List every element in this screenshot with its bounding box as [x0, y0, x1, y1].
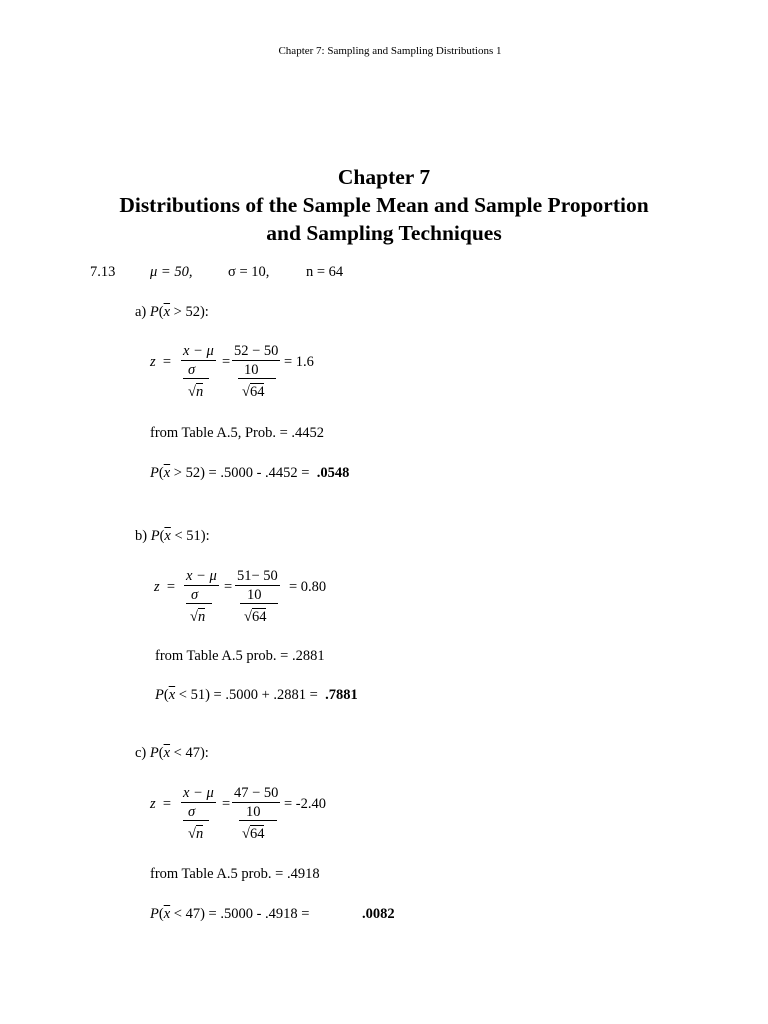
- page-header: Chapter 7: Sampling and Sampling Distributions 1: [278, 45, 502, 57]
- given-n: n = 64: [306, 264, 344, 280]
- chapter-subtitle-line2: and Sampling Techniques: [266, 221, 502, 245]
- chapter-subtitle: Distributions of the Sample Mean and Sample Proportion: [119, 193, 649, 217]
- part-b-answer: .7881: [325, 687, 358, 703]
- given-mu: μ = 50,: [150, 264, 193, 280]
- part-b-table: from Table A.5 prob. = .2881: [155, 648, 325, 664]
- part-a-label: a) $P(\overline{x} > 52)$:: [135, 304, 209, 320]
- part-a-final: $P(\overline{x} > 52) = .5000 - .4452 = .0548$: [150, 465, 350, 481]
- chapter-title: Chapter 7: [337, 165, 431, 189]
- problem-number: 7.13: [90, 264, 116, 280]
- part-c-answer: .0082: [362, 906, 395, 922]
- part-b-final: $P(\overline{x} < 51) = .5000 + .2881 = .7881$: [155, 687, 358, 703]
- given-sigma: σ = 10,: [228, 264, 270, 280]
- part-c-final: $P(\overline{x} < 47) = .5000 - .4918$ =: [150, 906, 310, 922]
- part-b-label: b) $P(\overline{x} < 51)$:: [135, 528, 210, 544]
- part-c-label: c) $P(\overline{x} < 47)$:: [135, 745, 209, 761]
- part-a-z-formula: z = x − μ σ √n = 52 − 50 10 √64 = 1.6: [150, 343, 314, 400]
- part-c-table: from Table A.5 prob. = .4918: [150, 866, 320, 882]
- part-b-z-formula: z = x − μ σ √n = 51− 50 10 √64 = 0.80: [154, 568, 327, 625]
- part-a-answer: .0548: [316, 465, 350, 481]
- part-c-z-formula: z = x − μ σ √n = 47 − 50 10 √64 = -2.40: [150, 785, 327, 842]
- part-a-table: from Table A.5, Prob. = .4452: [150, 425, 325, 441]
